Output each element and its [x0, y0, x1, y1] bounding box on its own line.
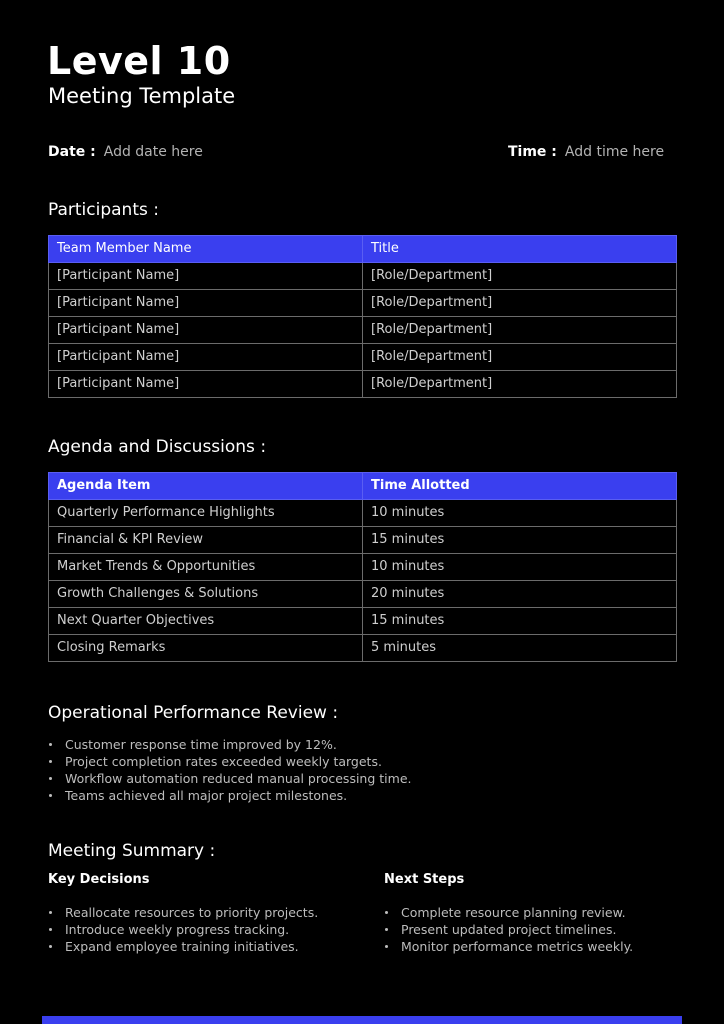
agenda-item-cell[interactable]: Growth Challenges & Solutions — [49, 581, 363, 608]
column-header-name: Team Member Name — [49, 236, 363, 263]
participant-name-cell[interactable]: [Participant Name] — [49, 290, 363, 317]
participant-name-cell[interactable]: [Participant Name] — [49, 317, 363, 344]
list-item: Present updated project timelines. — [384, 921, 633, 938]
page-title: Level 10 — [47, 39, 231, 83]
participant-name-cell[interactable]: [Participant Name] — [49, 263, 363, 290]
list-item: Expand employee training initiatives. — [48, 938, 318, 955]
list-item: Workflow automation reduced manual processing time. — [48, 770, 411, 787]
time-value[interactable]: Add time here — [564, 144, 665, 160]
participant-role-cell[interactable]: [Role/Department] — [363, 290, 677, 317]
agenda-item-cell[interactable]: Quarterly Performance Highlights — [49, 500, 363, 527]
time-label: Time : — [508, 144, 557, 160]
table-row — [49, 635, 677, 662]
date-value[interactable]: Add date here — [103, 144, 203, 160]
participant-name-cell[interactable]: [Participant Name] — [49, 371, 363, 398]
page-subtitle: Meeting Template — [48, 84, 236, 108]
next-steps-heading: Next Steps — [384, 872, 465, 887]
participants-heading: Participants : — [48, 200, 159, 220]
participant-role-cell[interactable]: [Role/Department] — [363, 263, 677, 290]
agenda-item-cell[interactable]: Market Trends & Opportunities — [49, 554, 363, 581]
list-item: Teams achieved all major project milestones. — [48, 787, 411, 804]
participant-role-cell[interactable]: [Role/Department] — [363, 371, 677, 398]
table-row — [49, 608, 677, 635]
agenda-item-cell[interactable]: Closing Remarks — [49, 635, 363, 662]
agenda-time-cell[interactable]: 15 minutes — [363, 527, 677, 554]
agenda-time-cell[interactable]: 15 minutes — [363, 608, 677, 635]
next-steps-list — [384, 904, 633, 955]
review-list — [48, 736, 411, 804]
date-label: Date : — [48, 144, 96, 160]
list-item: Project completion rates exceeded weekly targets. — [48, 753, 411, 770]
table-row — [49, 500, 677, 527]
agenda-time-cell[interactable]: 10 minutes — [363, 500, 677, 527]
participant-role-cell[interactable]: [Role/Department] — [363, 317, 677, 344]
list-item: Complete resource planning review. — [384, 904, 633, 921]
table-row — [49, 263, 677, 290]
table-row — [49, 371, 677, 398]
agenda-item-cell[interactable]: Next Quarter Objectives — [49, 608, 363, 635]
list-item: Customer response time improved by 12%. — [48, 736, 411, 753]
table-header-row — [49, 236, 677, 263]
table-row — [49, 317, 677, 344]
summary-heading: Meeting Summary : — [48, 841, 216, 861]
list-item: Monitor performance metrics weekly. — [384, 938, 633, 955]
list-item: Introduce weekly progress tracking. — [48, 921, 318, 938]
table-row — [49, 290, 677, 317]
key-decisions-heading: Key Decisions — [48, 872, 150, 887]
table-row — [49, 527, 677, 554]
agenda-table — [48, 472, 677, 662]
date-field[interactable] — [48, 143, 203, 161]
participants-table — [48, 235, 677, 398]
review-heading: Operational Performance Review : — [48, 703, 339, 723]
table-row — [49, 581, 677, 608]
participant-name-cell[interactable]: [Participant Name] — [49, 344, 363, 371]
key-decisions-list — [48, 904, 318, 955]
table-row — [49, 554, 677, 581]
participant-role-cell[interactable]: [Role/Department] — [363, 344, 677, 371]
agenda-heading: Agenda and Discussions : — [48, 437, 267, 457]
footer-accent-bar — [42, 1016, 682, 1024]
agenda-item-cell[interactable]: Financial & KPI Review — [49, 527, 363, 554]
column-header-time-allotted: Time Allotted — [363, 473, 677, 500]
time-field[interactable] — [508, 143, 664, 161]
table-header-row — [49, 473, 677, 500]
list-item: Reallocate resources to priority projects. — [48, 904, 318, 921]
column-header-agenda-item: Agenda Item — [49, 473, 363, 500]
agenda-time-cell[interactable]: 5 minutes — [363, 635, 677, 662]
table-row — [49, 344, 677, 371]
agenda-time-cell[interactable]: 20 minutes — [363, 581, 677, 608]
column-header-title: Title — [363, 236, 677, 263]
agenda-time-cell[interactable]: 10 minutes — [363, 554, 677, 581]
